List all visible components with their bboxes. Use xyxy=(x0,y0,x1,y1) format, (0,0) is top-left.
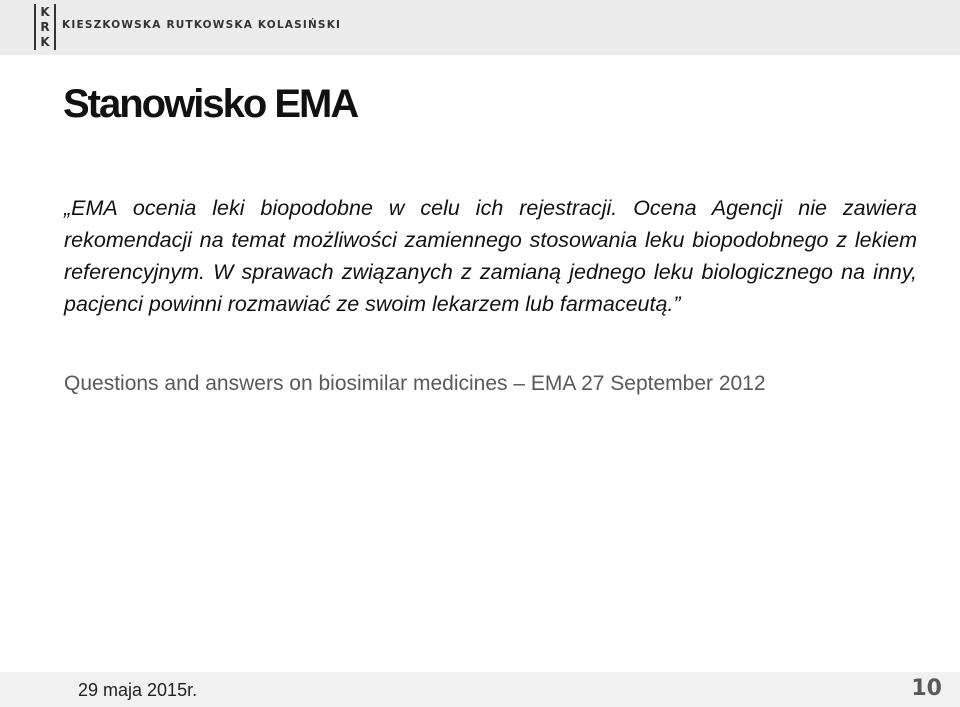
firm-name: KIESZKOWSKA RUTKOWSKA KOLASIŃSKI xyxy=(62,19,342,31)
header-bar xyxy=(0,0,960,55)
slide-title: Stanowisko EMA xyxy=(63,82,358,126)
footer-date: 29 maja 2015r. xyxy=(78,680,198,700)
logo-letter: K xyxy=(40,35,50,49)
krk-logo xyxy=(34,4,56,50)
logo-letter: R xyxy=(40,20,50,34)
quote-source: Questions and answers on biosimilar medicines – EMA 27 September 2012 xyxy=(64,372,766,395)
page-number: 10 xyxy=(911,676,942,701)
logo-letter: K xyxy=(40,5,50,19)
ema-quote: „EMA ocenia leki biopodobne w celu ich rejestracji. Ocena Agencji nie zawiera rekomendacji na temat możliwości zamiennego stosowania leku biopodobnego z lekiem referencyjnym. W sprawach związanych z zamianą jednego leku biologicznego na inny, pacjenci powinni rozmawiać ze swoim lekarzem lub farmaceutą.” xyxy=(64,196,917,316)
